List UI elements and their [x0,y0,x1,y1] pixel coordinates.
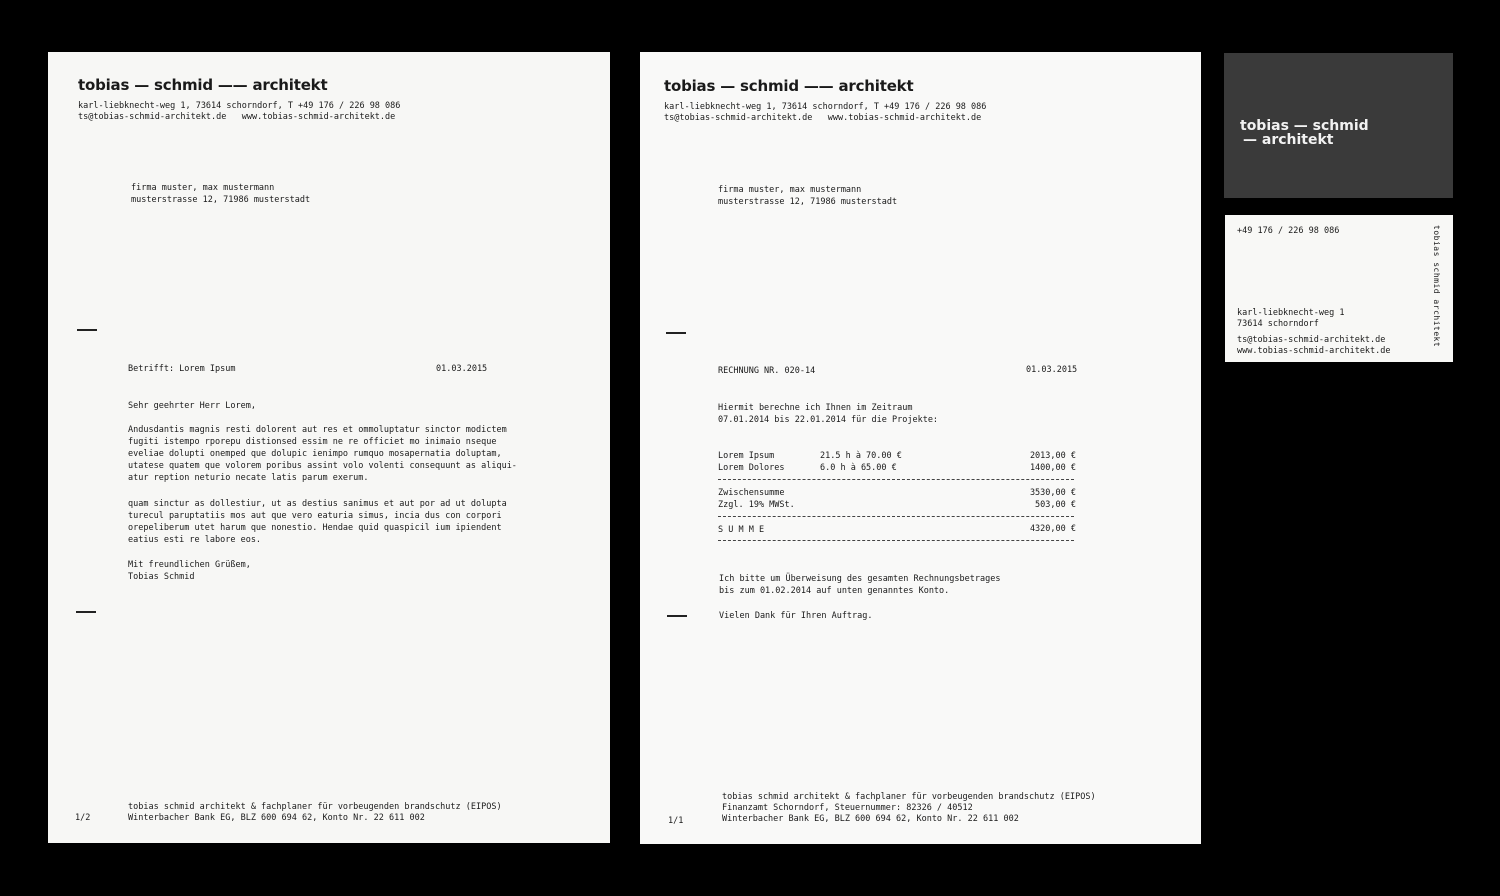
letter-paragraph-2-line-3: orepeliberum utet harum que nonestio. Hendae quid quaspicil ium ipiendent [128,523,502,533]
item-hours: 6.0 h à 65.00 € [820,463,897,473]
subtotal-label: Zwischensumme [718,488,785,498]
separator-line [718,516,1074,517]
invoice-title: RECHNUNG NR. 020-14 [718,366,816,376]
business-card-back [1225,215,1453,362]
fold-mark-top [77,329,97,331]
letterhead-contact: ts@tobias-schmid-architekt.de www.tobias-schmid-architekt.de [664,113,982,123]
item-name: Lorem Ipsum [718,451,775,461]
item-hours: 21.5 h à 70.00 € [820,451,902,461]
footer-line-2: Finanzamt Schorndorf, Steuernummer: 82326 / 40512 [722,803,973,813]
letterhead-address: karl-liebknecht-weg 1, 73614 schorndorf, T +49 176 / 226 98 086 [664,102,987,112]
letterhead-address: karl-liebknecht-weg 1, 73614 schorndorf, T +49 176 / 226 98 086 [78,101,401,111]
letter-closing: Mit freundlichen Grüßem, [128,560,251,570]
vat-value: 503,00 € [1035,500,1076,510]
letterhead-brand: tobias — schmid —— architekt [78,76,328,94]
letter-signature: Tobias Schmid [128,572,195,582]
recipient-line-1: firma muster, max mustermann [718,185,862,195]
fold-mark-bottom [76,611,96,613]
card-brand-line-2: — architekt [1243,132,1334,148]
page-number: 1/1 [668,816,684,826]
invoice-thanks: Vielen Dank für Ihren Auftrag. [719,611,873,621]
fold-mark-top [666,332,686,334]
letter-date: 01.03.2015 [436,364,488,374]
letter-paragraph-2-line-2: turecul paruptatiis mos aut que vero eaturia simus, incia dus con corpori [128,511,502,521]
letterhead-brand: tobias — schmid —— architekt [664,77,914,95]
recipient-line-1: firma muster, max mustermann [131,183,275,193]
card-vertical-brand: tobias schmid architekt [1432,225,1441,348]
letter-subject: Betrifft: Lorem Ipsum [128,364,236,374]
invoice-date: 01.03.2015 [1026,365,1078,375]
invoice-intro-2: 07.01.2014 bis 22.01.2014 für die Projekte: [718,415,939,425]
card-street: karl-liebknecht-weg 1 [1237,308,1345,318]
recipient-line-2: musterstrasse 12, 71986 musterstadt [718,197,898,207]
card-phone: +49 176 / 226 98 086 [1237,226,1340,236]
footer-line-1: tobias schmid architekt & fachplaner für vorbeugenden brandschutz (EIPOS) [128,802,502,812]
separator-line [718,540,1074,541]
letter-paragraph-1-line-3: eveliae dolupti onemped que dolupic ienimpo rumquo mosapernatia doluptam, [128,449,502,459]
item-name: Lorem Dolores [718,463,785,473]
letter-salutation: Sehr geehrter Herr Lorem, [128,401,256,411]
card-brand-line-1: tobias — schmid [1240,118,1369,134]
total-value: 4320,00 € [1029,524,1076,534]
fold-mark-bottom [667,615,687,617]
invoice-intro-1: Hiermit berechne ich Ihnen im Zeitraum [718,403,913,413]
letterhead-contact: ts@tobias-schmid-architekt.de www.tobias-schmid-architekt.de [78,112,396,122]
letter-paragraph-2-line-4: eatius esti re labore eos. [128,535,262,545]
letter-paragraph-2-line-1: quam sinctur as dollestiur, ut as destius sanimus et aut por ad ut dolupta [128,499,507,509]
vat-label: Zzgl. 19% MWSt. [718,500,795,510]
total-label: S U M M E [718,525,765,535]
letter-paragraph-1-line-4: utatese quatem que volorem poribus assint volo volenti consequunt as aliqui- [128,461,517,471]
business-card-front [1224,53,1453,198]
card-web: www.tobias-schmid-architekt.de [1237,346,1391,356]
invoice-closing-1: Ich bitte um Überweisung des gesamten Rechnungsbetrages [719,574,1001,584]
letter-sheet [48,52,610,843]
letter-paragraph-1-line-1: Andusdantis magnis resti dolorent aut res et ommoluptatur sinctor modictem [128,425,507,435]
item-amount: 2013,00 € [1029,451,1076,461]
footer-line-3: Winterbacher Bank EG, BLZ 600 694 62, Konto Nr. 22 611 002 [722,814,1019,824]
separator-line [718,479,1074,480]
recipient-line-2: musterstrasse 12, 71986 musterstadt [131,195,311,205]
footer-line-2: Winterbacher Bank EG, BLZ 600 694 62, Konto Nr. 22 611 002 [128,813,425,823]
item-amount: 1400,00 € [1029,463,1076,473]
letter-paragraph-1-line-2: fugiti istempo rporepu distionsed essim ne re officiet mo inimaio nseque [128,437,497,447]
letter-paragraph-1-line-5: atur reption neturio necate latis parum exerum. [128,473,369,483]
page-number: 1/2 [75,813,91,823]
subtotal-value: 3530,00 € [1029,488,1076,498]
card-email: ts@tobias-schmid-architekt.de [1237,335,1386,345]
card-city: 73614 schorndorf [1237,319,1319,329]
footer-line-1: tobias schmid architekt & fachplaner für vorbeugenden brandschutz (EIPOS) [722,792,1096,802]
invoice-closing-2: bis zum 01.02.2014 auf unten genanntes Konto. [719,586,950,596]
invoice-sheet [640,52,1201,844]
